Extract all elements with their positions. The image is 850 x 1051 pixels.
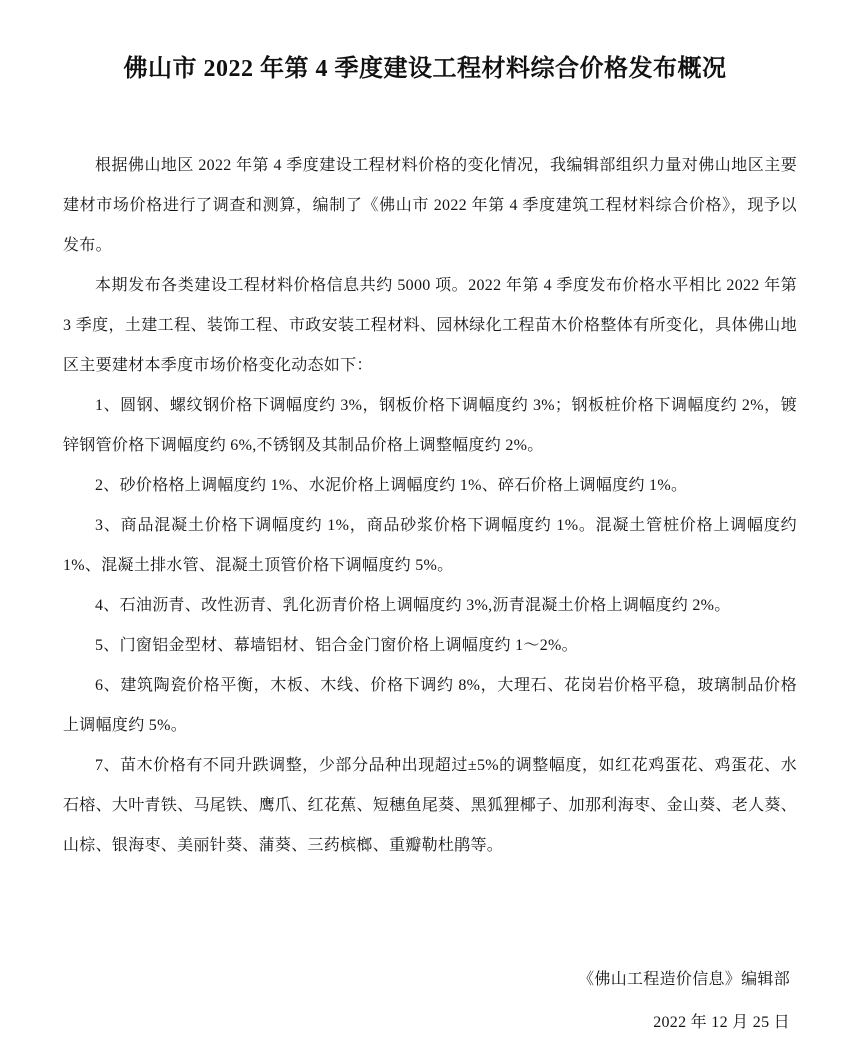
price-item-4: 4、石油沥青、改性沥青、乳化沥青价格上调幅度约 3%,沥青混凝土价格上调幅度约 2%。 [95, 597, 731, 614]
document-body [0, 146, 850, 866]
date-line: 2022 年 12 月 25 日 [653, 1014, 790, 1031]
price-item-5: 5、门窗铝金型材、幕墙铝材、铝合金门窗价格上调幅度约 1～2%。 [95, 637, 578, 654]
price-item-2: 2、砂价格格上调幅度约 1%、水泥价格上调幅度约 1%、碎石价格上调幅度约 1%。 [95, 477, 688, 494]
price-item-1: 1、圆钢、螺纹钢价格下调幅度约 3%，钢板价格下调幅度约 3%；钢板桩价格下调幅度约 2%，镀锌钢管价格下调幅度约 6%,不锈钢及其制品价格上调整幅度约 2%。 [63, 397, 797, 454]
paragraph-overview: 本期发布各类建设工程材料价格信息共约 5000 项。2022 年第 4 季度发布价格水平相比 2022 年第 3 季度，土建工程、装饰工程、市政安装工程材料、园林绿化工程苗木价格整体有所变化，具体佛山地区主要建材本季度市场价格变化动态如下： [63, 277, 797, 374]
price-item-3: 3、商品混凝土价格下调幅度约 1%，商品砂浆价格下调幅度约 1%。混凝土管桩价格上调幅度约 1%、混凝土排水管、混凝土顶管价格下调幅度约 5%。 [63, 517, 797, 574]
document-footer [0, 958, 850, 1044]
price-item-6: 6、建筑陶瓷价格平衡，木板、木线、价格下调约 8%，大理石、花岗岩价格平稳，玻璃制品价格上调幅度约 5%。 [63, 677, 797, 734]
paragraph-intro: 根据佛山地区 2022 年第 4 季度建设工程材料价格的变化情况，我编辑部组织力量对佛山地区主要建材市场价格进行了调查和测算，编制了《佛山市 2022 年第 4 季度建筑工程材料综合价格》，现予以发布。 [63, 157, 797, 254]
page-title: 佛山市 2022 年第 4 季度建设工程材料综合价格发布概况 [123, 56, 727, 82]
signature-line: 《佛山工程造价信息》编辑部 [578, 971, 790, 988]
price-item-7: 7、苗木价格有不同升跌调整，少部分品种出现超过±5%的调整幅度，如红花鸡蛋花、鸡蛋花、水石榕、大叶青铁、马尾铁、鹰爪、红花蕉、短穗鱼尾葵、黑狐狸椰子、加那利海枣、金山葵、老人葵、山棕、银海枣、美丽针葵、蒲葵、三药槟榔、重瓣勒杜鹃等。 [63, 757, 797, 854]
